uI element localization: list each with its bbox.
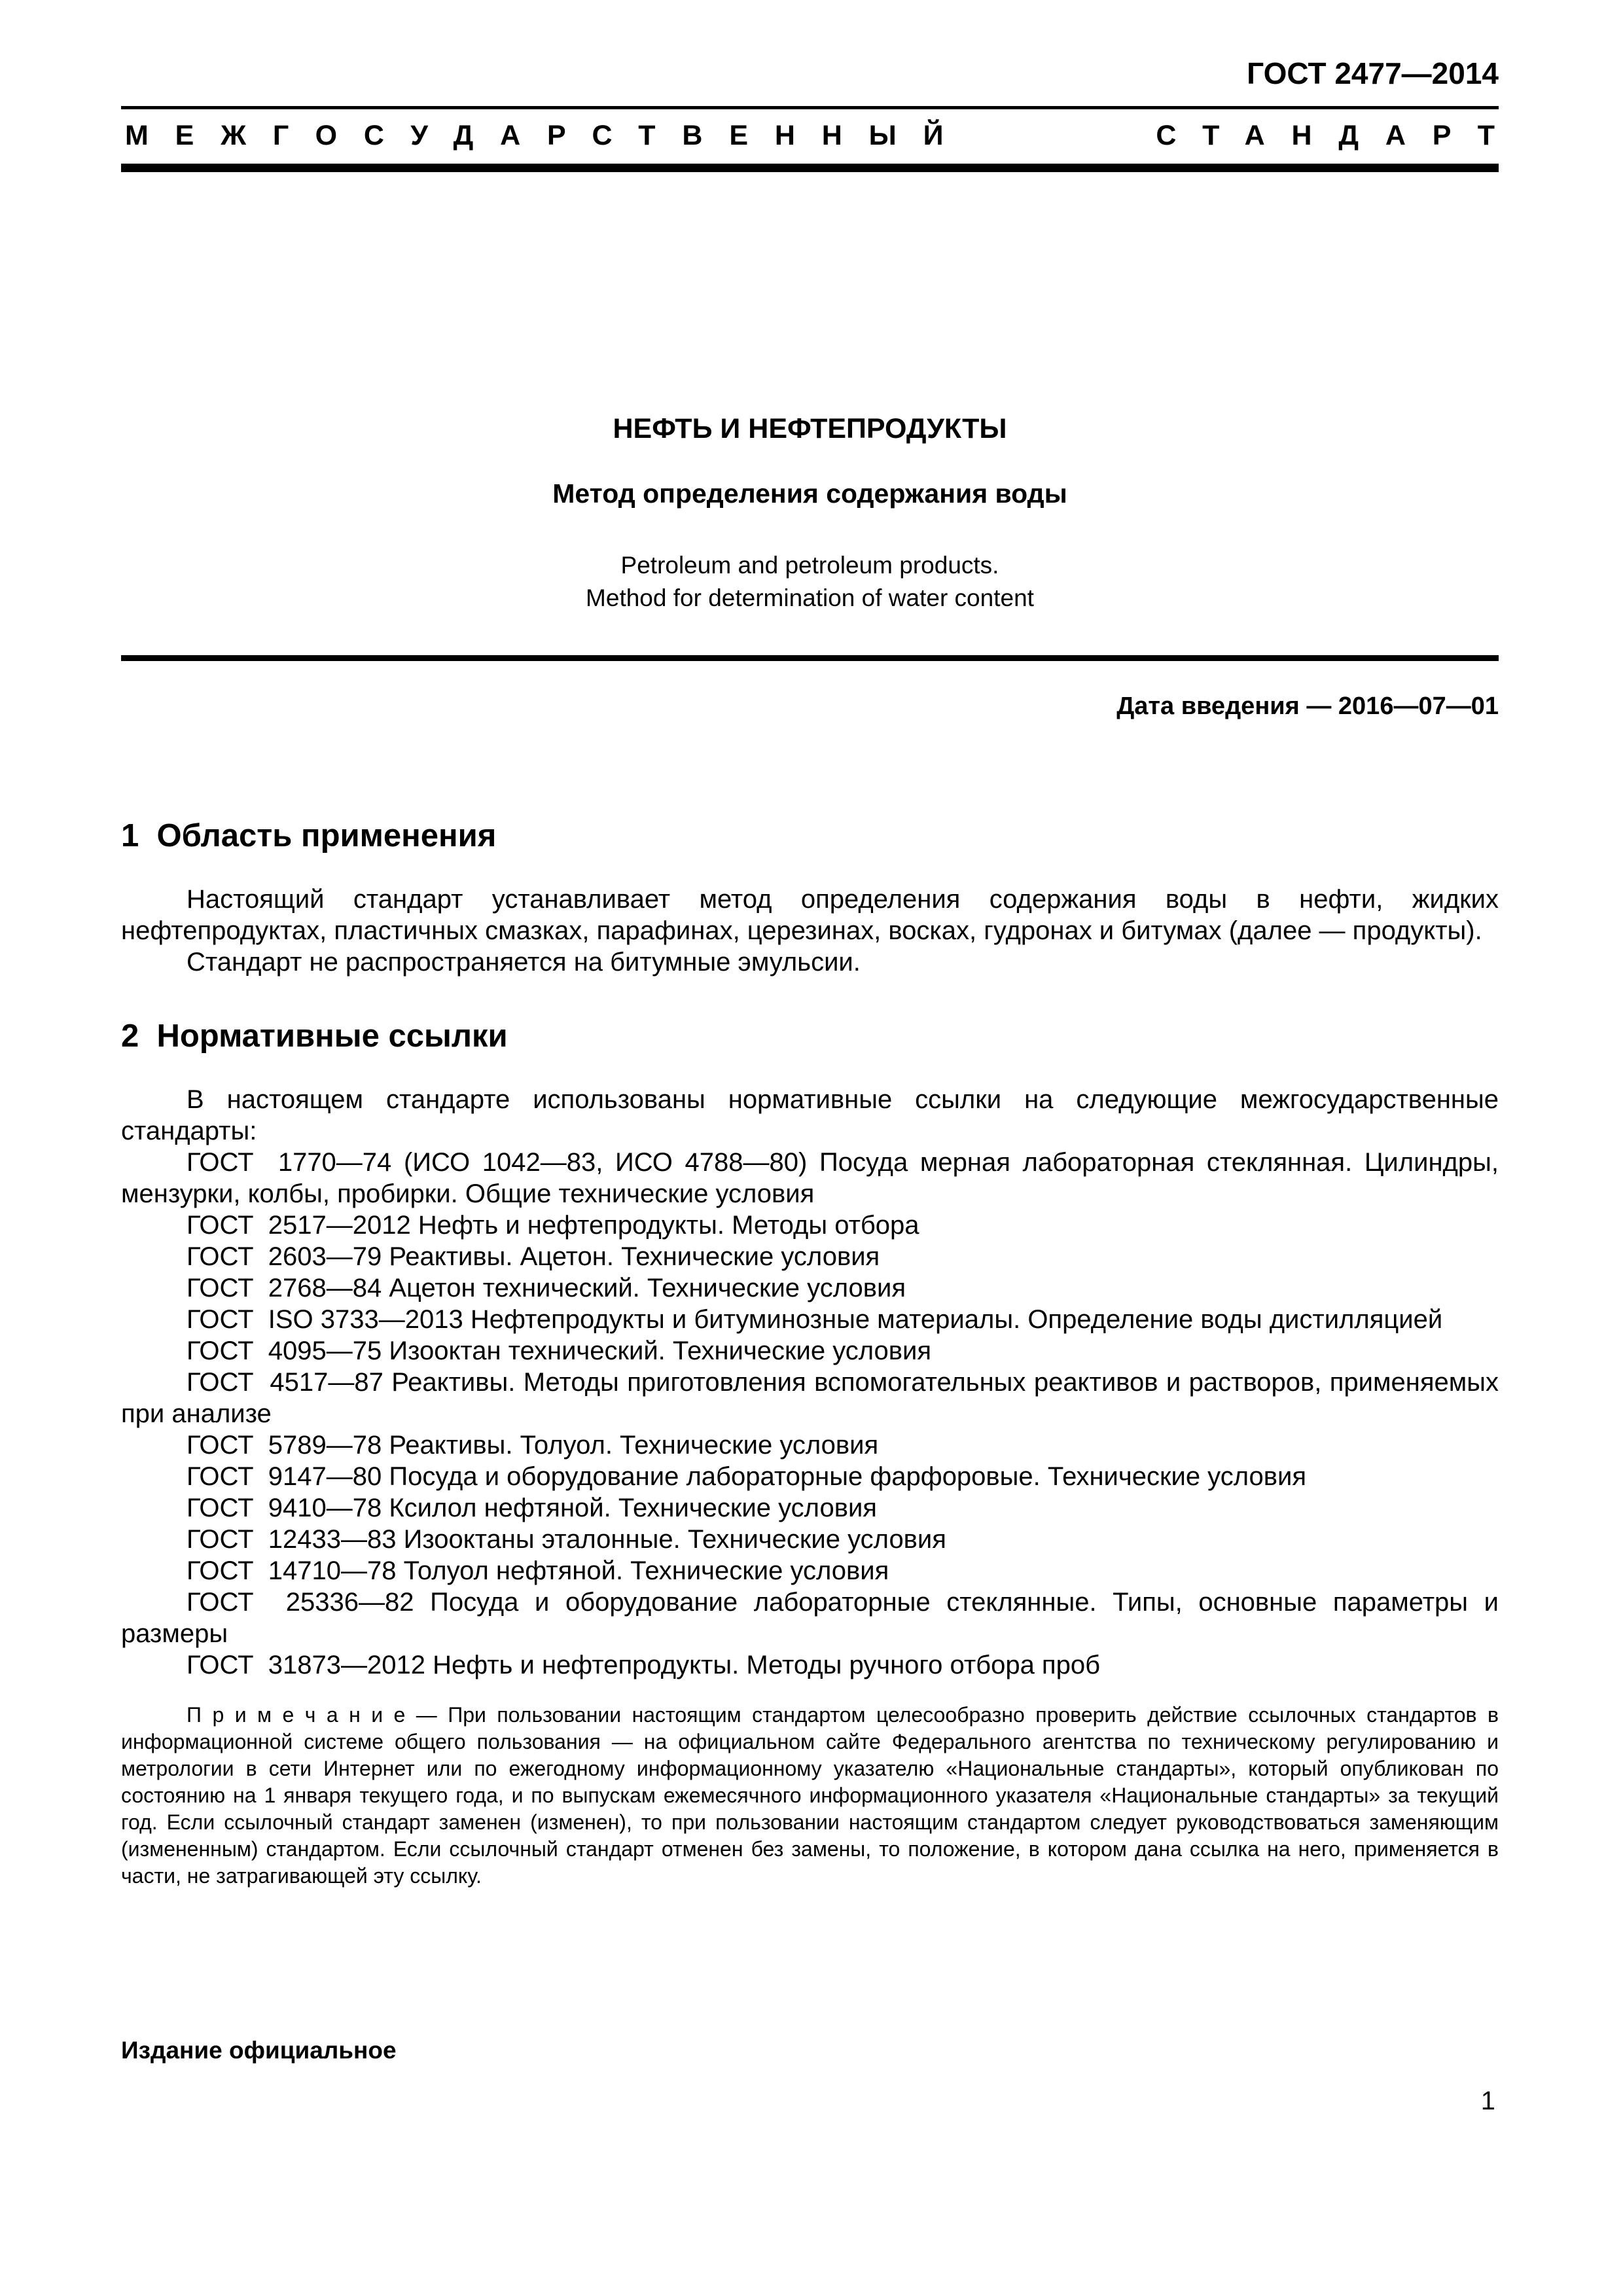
edition-official-label: Издание официальное: [121, 2037, 397, 2064]
reference-item: ГОСТ 31873—2012 Нефть и нефтепродукты. Методы ручного отбора проб: [187, 1651, 1100, 1679]
reference-item: ГОСТ 2517—2012 Нефть и нефтепродукты. Методы отбора: [187, 1211, 919, 1240]
divider-rule: [121, 655, 1499, 661]
standard-type-banner: [121, 106, 1522, 172]
references-note: П р и м е ч а н и е — При пользовании настоящим стандартом целесообразно проверить действие ссылочных стандартов в информационной системе общего пользования — на официальном сайте Федерального агентства по техническому регулированию и метрологии в сети Интернет или по ежегодному информационному указателю «Национальные стандарты», который опубликован по состоянию на 1 января текущего года, и по выпускам ежемесячного информационного указателя «Национальные стандарты» за текущий год. Если ссылочный стандарт заменен (изменен), то при пользовании настоящим стандартом следует руководствоваться заменяющим (измененным) стандартом. Если ссылочный стандарт отменен без замены, то положение, в котором дана ссылка на него, применяется в части, не затрагивающей эту ссылку.: [121, 1703, 1499, 1888]
reference-item: ГОСТ 5789—78 Реактивы. Толуол. Технические условия: [187, 1431, 879, 1460]
title-en-line1: Petroleum and petroleum products.: [620, 552, 999, 579]
reference-item: ГОСТ 14710—78 Толуол нефтяной. Технические условия: [187, 1556, 889, 1585]
reference-item: ГОСТ ISO 3733—2013 Нефтепродукты и битуминозные материалы. Определение воды дистилляцией: [187, 1305, 1443, 1334]
reference-item: ГОСТ 4095—75 Изооктан технический. Технические условия: [187, 1336, 932, 1365]
effective-date: Дата введения — 2016—07—01: [1116, 692, 1499, 720]
section-2-heading: 2 Нормативные ссылки: [121, 1018, 508, 1054]
reference-item: ГОСТ 25336—82 Посуда и оборудование лабораторные стеклянные. Типы, основные параметры и размеры: [121, 1588, 1499, 1648]
banner-word-mezhgosudarstvenny: МЕЖГОСУДАРСТВЕННЫЙ: [125, 120, 971, 151]
section-2-intro: В настоящем стандарте использованы нормативные ссылки на следующие межгосударственные стандарты:: [121, 1085, 1499, 1145]
title-ru-subtitle: Метод определения содержания воды: [552, 478, 1067, 509]
reference-item: ГОСТ 1770—74 (ИСО 1042—83, ИСО 4788—80) Посуда мерная лабораторная стеклянная. Цилиндры, мензурки, колбы, пробирки. Общие технические условия: [121, 1148, 1499, 1208]
reference-item: ГОСТ 9147—80 Посуда и оборудование лабораторные фарфоровые. Технические условия: [187, 1462, 1307, 1491]
title-ru-main: НЕФТЬ И НЕФТЕПРОДУКТЫ: [613, 413, 1007, 444]
doc-code: ГОСТ 2477—2014: [1247, 56, 1499, 90]
title-en-line2: Method for determination of water content: [586, 584, 1034, 611]
reference-item: ГОСТ 2768—84 Ацетон технический. Технические условия: [187, 1274, 906, 1302]
section-1-paragraph-2: Стандарт не распространяется на битумные эмульсии.: [187, 948, 861, 977]
banner-word-standart: СТАНДАРТ: [1156, 120, 1522, 151]
reference-item: ГОСТ 2603—79 Реактивы. Ацетон. Технические условия: [187, 1242, 880, 1271]
section-1-heading: 1 Область применения: [121, 818, 497, 853]
title-block: [121, 413, 1499, 615]
section-1-paragraph-1: Настоящий стандарт устанавливает метод определения содержания воды в нефти, жидких нефтепродуктах, пластичных смазках, парафинах, церезинах, восках, гудронах и битумах (далее — продукты).: [121, 885, 1499, 945]
reference-item: ГОСТ 4517—87 Реактивы. Методы приготовления вспомогательных реактивов и растворов, применяемых при анализе: [121, 1368, 1499, 1428]
reference-item: ГОСТ 9410—78 Ксилол нефтяной. Технические условия: [187, 1494, 877, 1522]
reference-item: ГОСТ 12433—83 Изооктаны эталонные. Технические условия: [187, 1525, 946, 1554]
page-number: 1: [1480, 2087, 1495, 2115]
